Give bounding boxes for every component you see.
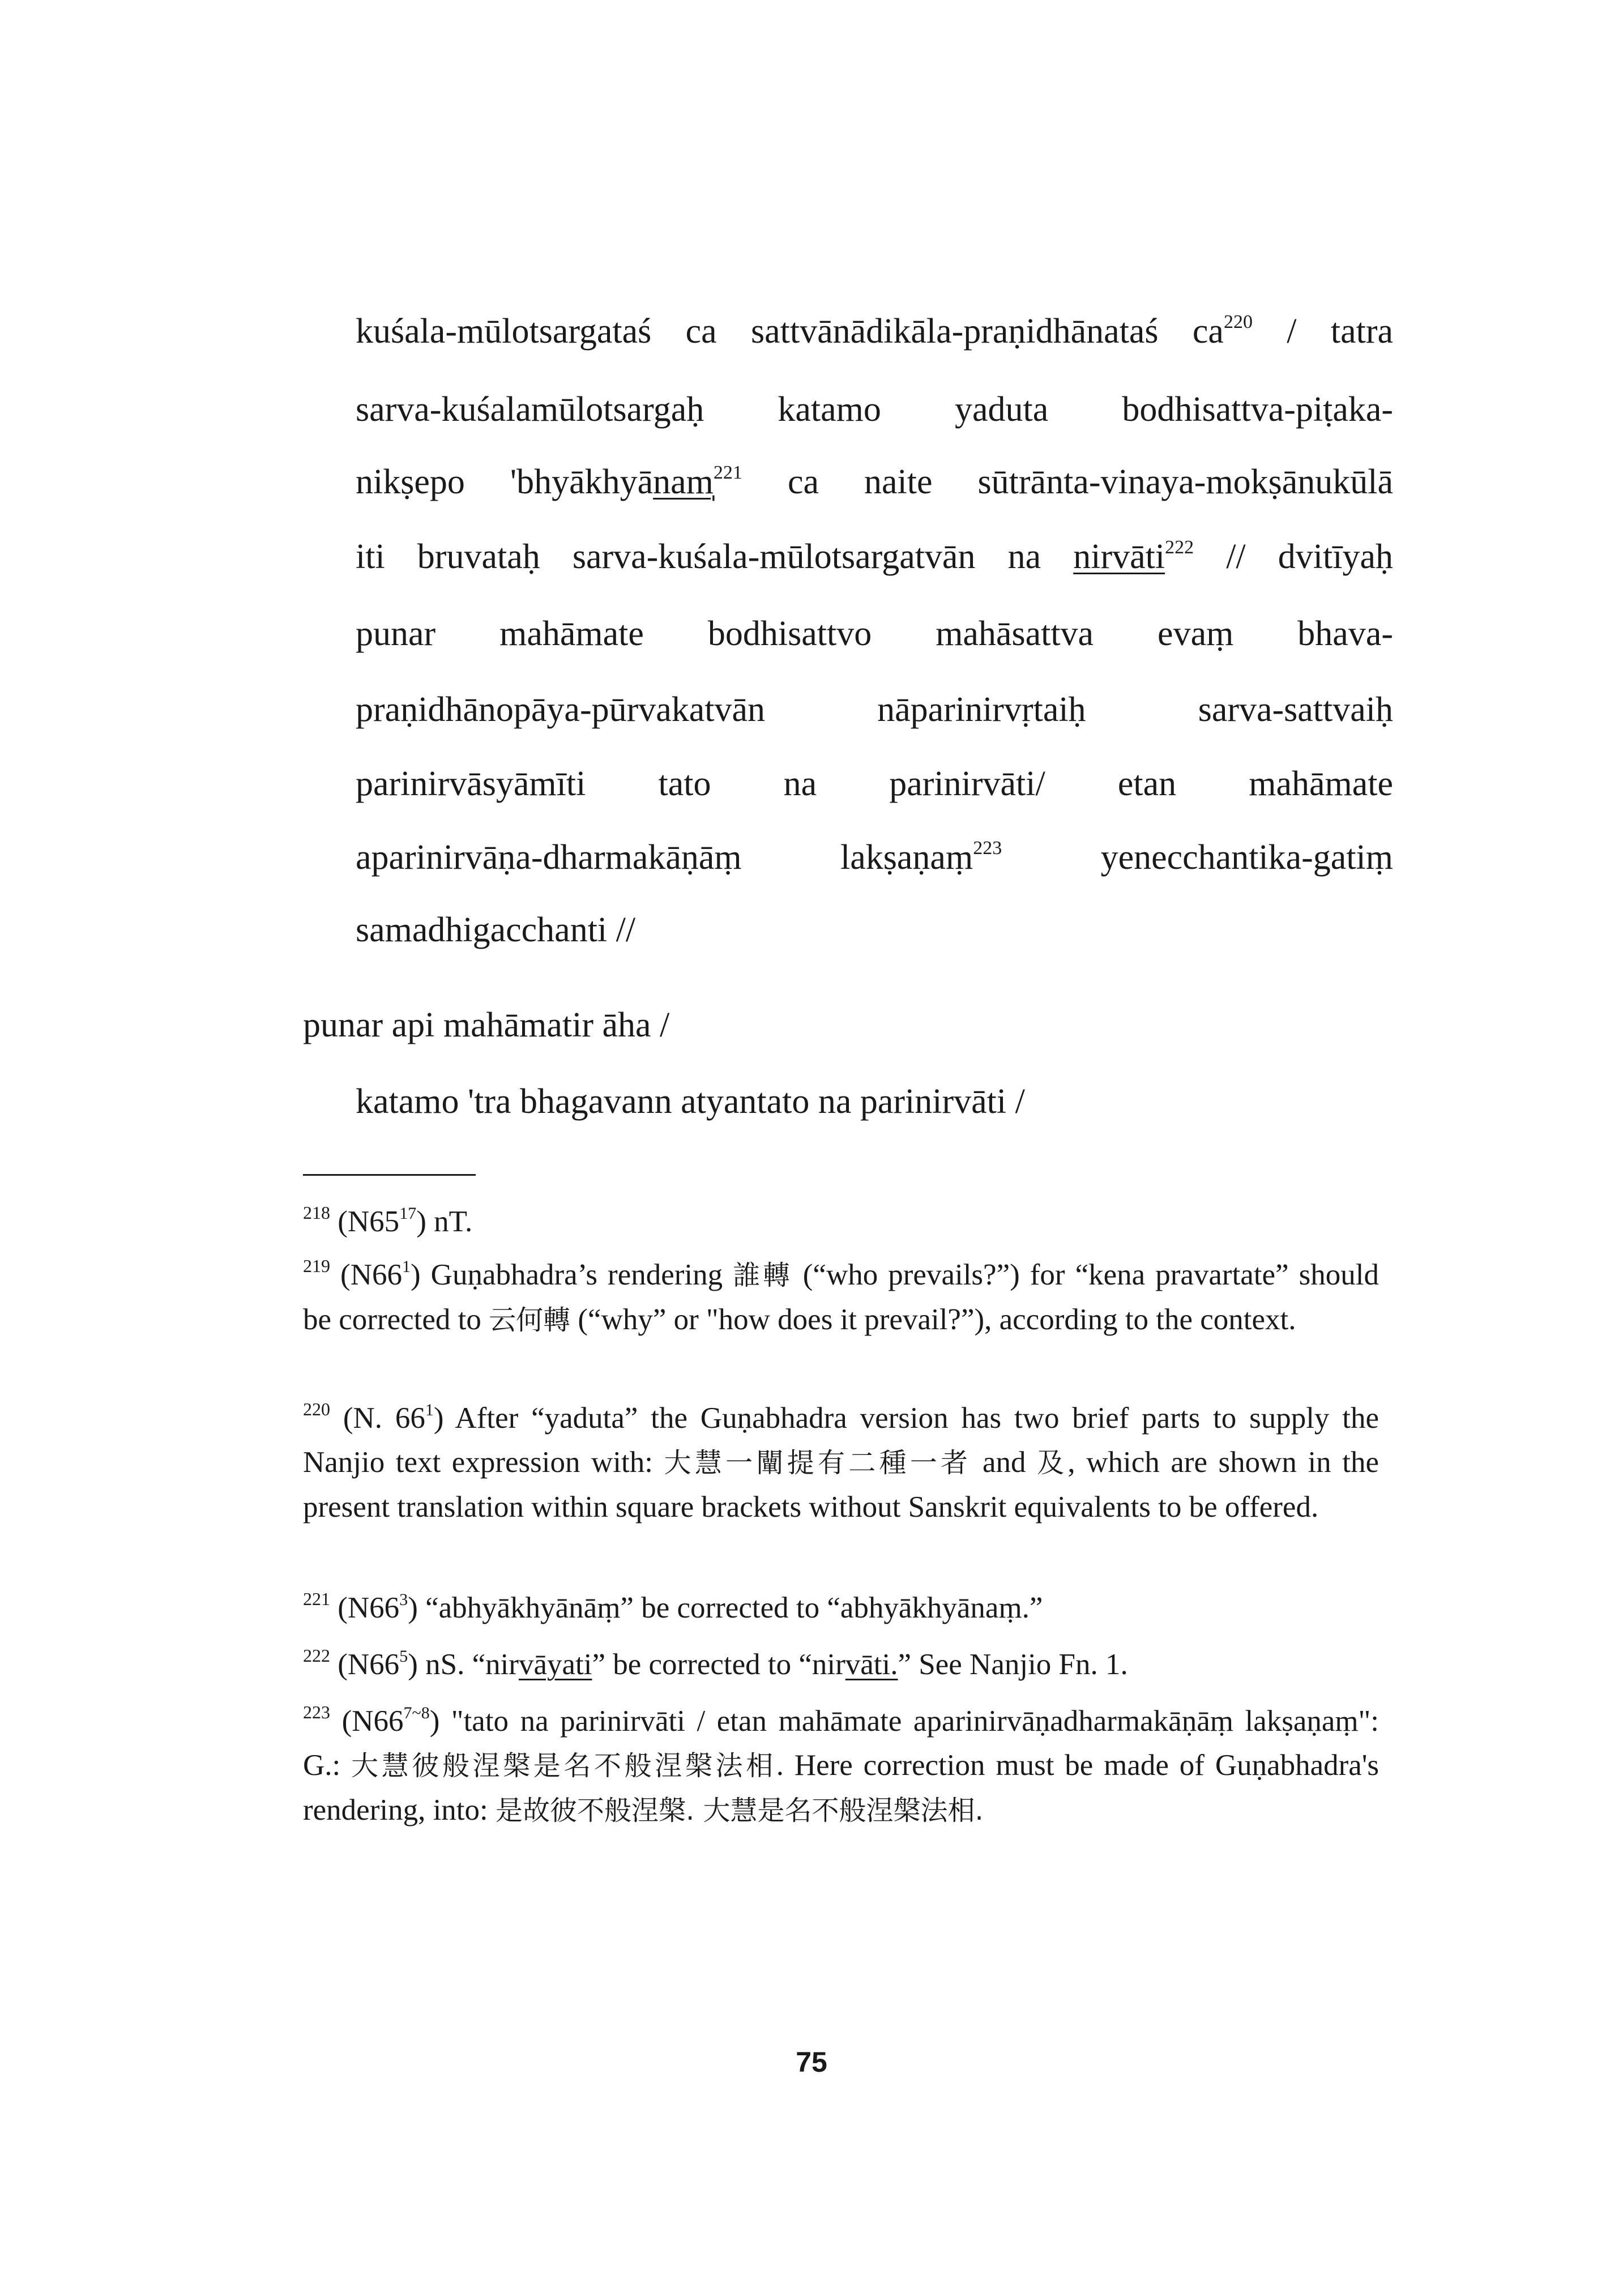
text-line: katamo 'tra bhagavann atyantato na parinirvāti / [356,1082,1025,1121]
page-number: 75 [796,2046,827,2078]
footnote-223: $^{223}$ $(N66^{7\sim 8})$ "tato na parinirvāti / etan mahāmate aparinirvāṇadharmakāṇāṃ lakṣaṇaṃ": G.: 大慧彼般涅槃是名不般涅槃法相. Here correction must be made of Guṇabhadra's rendering, into: 是故彼不般涅槃. 大慧是名不般涅槃法相. [303,1702,1379,1826]
text-line: nikṣepo 'bhyākhyānam̩$^{221}$ ca naite sūtrānta-vinaya-mokṣānukūlā [356,462,1393,501]
footnote-ref: 221 [713,462,742,483]
footnote-220: $^{220}$ (N. $66^1$) After “yaduta” the Guṇabhadra version has two brief parts to supply the Nanjio text expression with: 大慧一闡提有二種一者 and 及, which are shown in the present translation within square brackets without Sanskrit equivalents to be offered. [303,1399,1379,1523]
footnote-221: $^{221}$ $(N66^3)$ “abhyākhyānāṃ” be corrected to “abhyākhyānaṃ.” [303,1589,1043,1624]
footnote-ref: 222 [1165,537,1194,558]
footnote-separator [303,1174,476,1176]
text-line: punar api mahāmatir āha / [303,1006,670,1044]
footnote-222: $^{222}$ $(N66^5)$ nS. “nirvāyati” be corrected to “nirvāti.” See Nanjio Fn. 1. [303,1645,1128,1681]
footnote-219: $^{219}$ $(N66^1)$ Guṇabhadra’s rendering 誰轉 (“who prevails?”) for “kena pravartate” should be corrected to 云何轉 (“why” or "how does it prevail?”), according to the context. [303,1256,1379,1336]
text-line: praṇidhānopāya-pūrvakatvān nāparinirvṛtaiḥ sarva-sattvaiḥ [356,690,1393,729]
text-line: sarva-kuśalamūlotsargaḥ katamo yaduta bodhisattva-piṭaka- [356,390,1393,429]
footnote-ref: 220 [1223,311,1253,332]
text-line: kuśala-mūlotsargataś ca sattvānādikāla-praṇidhānataś ca$^{220}$ / tatra [356,311,1393,351]
text-line: parinirvāsyāmīti tato na parinirvāti/ etan mahāmate [356,765,1393,803]
text-line: iti bruvataḥ sarva-kuśala-mūlotsargatvān na nirvāti$^{222}$ // dvitīyaḥ [356,537,1393,576]
text-line: samadhigacchanti // [356,911,636,949]
text-line: aparinirvāṇa-dharmakāṇāṃ lakṣaṇaṃ$^{223}$ yenecchantika-gatiṃ [356,838,1393,877]
footnote-ref: 223 [973,838,1002,859]
footnote-218: $^{218}$ $(N65^{17})$ nT. [303,1202,473,1238]
text-line: punar mahāmate bodhisattvo mahāsattva evaṃ bhava- [356,614,1393,653]
